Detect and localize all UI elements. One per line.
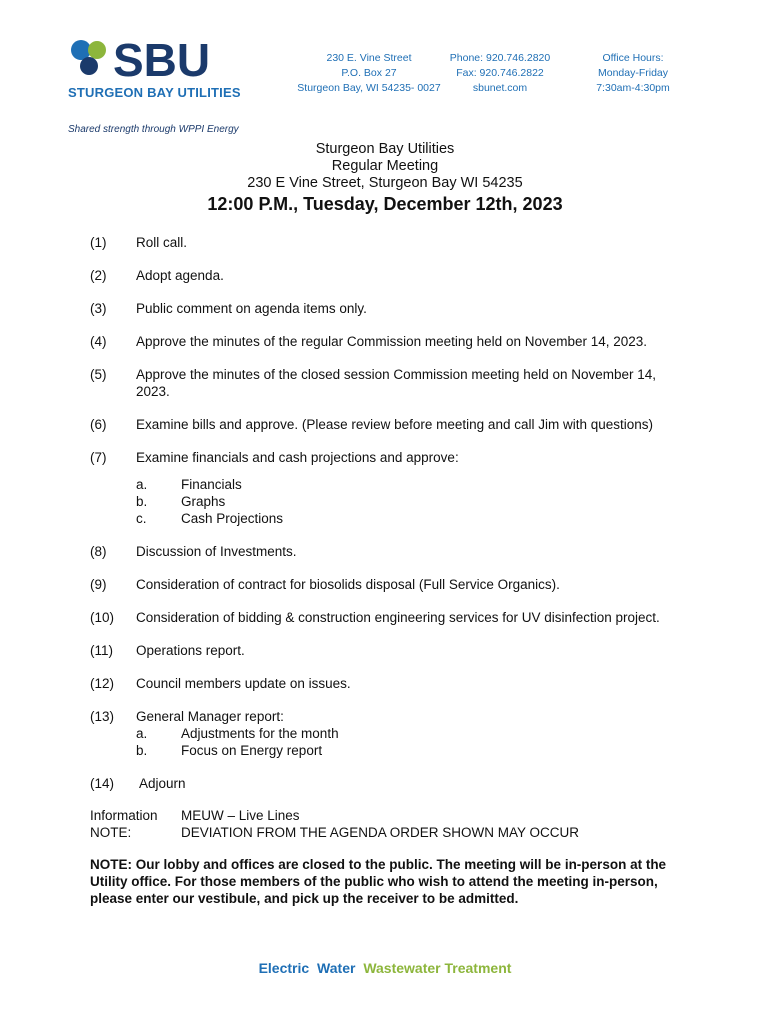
agenda-item-body [136,708,690,759]
footer-wastewater: Wastewater Treatment [363,960,512,976]
heading-line: Regular Meeting [331,158,439,174]
agenda-number: (3) [90,301,107,316]
agenda-text: Examine bills and approve. (Please review before meeting and call Jim with questions) [136,417,654,432]
agenda-text: Consideration of contract for biosolids disposal (Full Service Organics). [136,577,560,592]
website-link[interactable]: sbunet.com [472,82,528,94]
agenda-item [90,234,690,251]
agenda-item [90,366,690,400]
sub-list [136,725,690,759]
agenda-text: Approve the minutes of the regular Commission meeting held on November 14, 2023. [136,334,648,349]
info-label: Information [90,808,158,823]
agenda-number: (7) [90,450,107,465]
agenda-text: General Manager report: [136,709,284,724]
hours-line: Office Hours: [602,52,664,64]
sub-text: Graphs [181,494,226,509]
info-note-label: NOTE: [90,825,132,840]
agenda-item [90,609,690,626]
agenda-item-body [136,449,690,527]
heading-line: 230 E Vine Street, Sturgeon Bay WI 54235 [247,175,523,191]
info-value: MEUW – Live Lines [181,808,300,823]
sub-item [136,742,690,759]
sub-letter: c. [136,511,147,526]
agenda-number: (9) [90,577,107,592]
phone-number: Phone: 920.746.2820 [449,52,551,64]
agenda-number: (2) [90,268,107,283]
info-note-value: DEVIATION FROM THE AGENDA ORDER SHOWN MAY OCCUR [181,825,580,840]
address-line: 230 E. Vine Street [326,52,412,64]
agenda-number: (8) [90,544,107,559]
sub-letter: a. [136,726,148,741]
agenda-item [90,576,690,593]
agenda-text: Adjourn [139,776,186,791]
agenda-item [90,449,690,527]
agenda-item [90,300,690,317]
agenda-number: (13) [90,709,115,724]
address-line: Sturgeon Bay, WI 54235- 0027 [297,82,441,94]
agenda-item [90,708,690,759]
sub-text: Focus on Energy report [181,743,323,758]
office-hours-block [590,51,676,96]
agenda-item [90,675,690,692]
address-line: P.O. Box 27 [341,67,397,79]
agenda-item [90,416,690,433]
logo-graphic [68,38,268,88]
sub-item [136,725,690,742]
agenda-number: (14) [90,776,115,791]
agenda-text: Council members update on issues. [136,676,351,691]
agenda-number: (5) [90,367,107,382]
information-block [90,807,579,841]
sub-letter: b. [136,494,148,509]
sub-list [136,476,690,527]
agenda-item [90,267,690,284]
meeting-heading [0,141,770,192]
info-row [90,824,579,841]
fax-number: Fax: 920.746.2822 [456,67,544,79]
agenda-item [90,543,690,560]
meeting-time: 12:00 P.M., Tuesday, December 12th, 2023 [207,194,563,214]
agenda-text: Discussion of Investments. [136,544,297,559]
logo-green-circle [88,41,106,59]
logo-wordmark: SBU [113,38,211,86]
sub-item [136,510,690,527]
agenda-number: (11) [90,643,114,658]
footer-electric: Electric [258,960,310,976]
agenda-list [90,234,690,808]
contact-block [446,51,554,96]
service-footer [0,960,770,976]
agenda-number: (10) [90,610,115,625]
sub-text: Cash Projections [181,511,284,526]
sub-item [136,476,690,493]
company-name: STURGEON BAY UTILITIES [68,85,241,100]
sub-item [136,493,690,510]
sub-text: Financials [181,477,242,492]
agenda-number: (6) [90,417,107,432]
agenda-number: (4) [90,334,107,349]
agenda-number: (1) [90,235,107,250]
logo-navy-circle [80,57,98,75]
footer-water: Water [317,960,356,976]
sub-letter: b. [136,743,148,758]
agenda-text: Roll call. [136,235,188,250]
agenda-text: Approve the minutes of the closed session Commission meeting held on November 14, 2023. [136,367,657,399]
agenda-text: Consideration of bidding & construction engineering services for UV disinfection project. [136,610,660,625]
agenda-item [90,333,690,350]
public-notice: NOTE: Our lobby and offices are closed to the public. The meeting will be in-person at the Utility office. For those members of the public who wish to attend the meeting in-person, please enter our vestibule, and pick up the receiver to be admitted. [90,857,667,906]
address-block [296,51,442,96]
agenda-item [90,642,690,659]
sub-text: Adjustments for the month [181,726,339,741]
agenda-item [90,775,690,792]
sub-letter: a. [136,477,148,492]
hours-line: Monday-Friday [597,67,669,79]
agenda-text: Operations report. [136,643,245,658]
info-row [90,807,579,824]
agenda-text: Public comment on agenda items only. [136,301,367,316]
agenda-text: Adopt agenda. [136,268,224,283]
hours-line: 7:30am-4:30pm [596,82,670,94]
tagline: Shared strength through WPPI Energy [68,124,239,135]
agenda-text: Examine financials and cash projections and approve: [136,450,459,465]
agenda-number: (12) [90,676,115,691]
heading-line: Sturgeon Bay Utilities [315,141,455,157]
